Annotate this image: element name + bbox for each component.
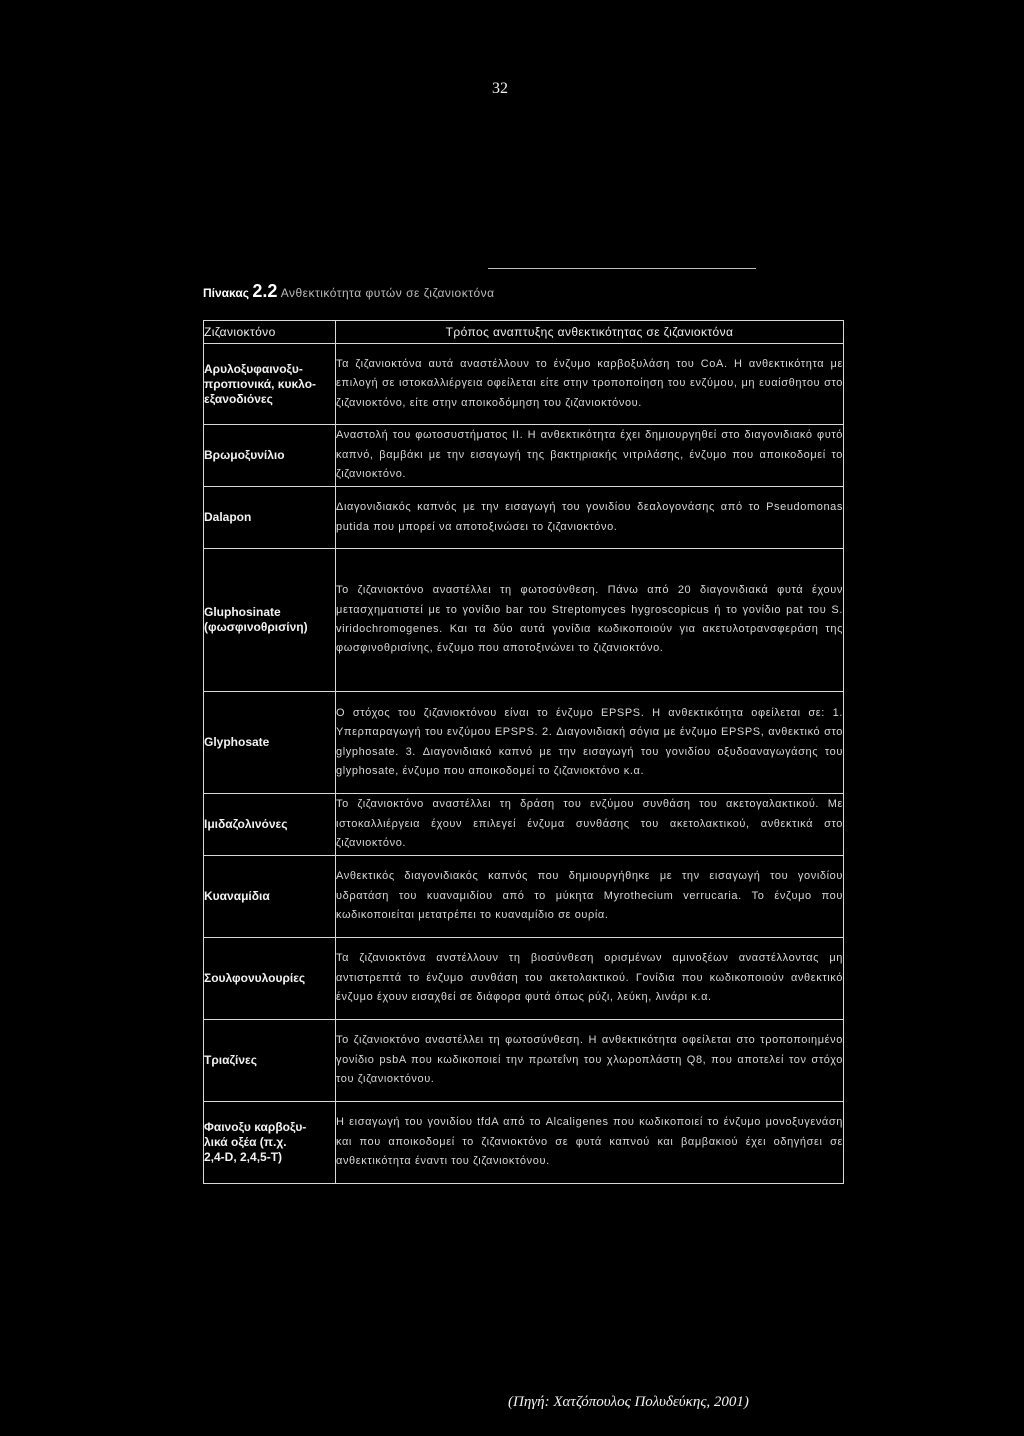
- resistance-description: Ανθεκτικός διαγονιδιακός καπνός που δημιουργήθηκε με την εισαγωγή του γονιδίου υδρατάση του κυαναμιδίου από το μύκητα Myrothecium verrucaria. Το ένζυμο που κωδικοποιείται μετατρέπει το κυαναμίδιο σε ουρία.: [336, 856, 844, 938]
- resistance-description: Η εισαγωγή του γονιδίου tfdA από το Alcaligenes που κωδικοποιεί το ένζυμο μονοξυγενάση και που αποικοδομεί το ζιζανιοκτόνο σε φυτά καπνού και βαμβακιού έχει οδηγήσει σε ανθεκτικότητα έναντι του ζιζανιοκτόνου.: [336, 1102, 844, 1184]
- table-caption: [203, 281, 823, 302]
- herbicide-name: Ιμιδαζολινόνες: [204, 794, 336, 856]
- herbicide-name: Αρυλοξυφαινοξυ- προπιονικά, κυκλο- εξανοδιόνες: [204, 344, 336, 425]
- header-herbicide: Ζιζανιοκτόνο: [204, 321, 336, 344]
- table-header-row: [204, 321, 844, 344]
- resistance-description: Το ζιζανιοκτόνο αναστέλλει τη φωτοσύνθεση. Πάνω από 20 διαγονιδιακά φυτά έχουν μετασχηματιστεί με το γονίδιο bar του Streptomyces hygroscopicus ή το γονίδιο pat του S. viridochromogenes. Και τα δύο αυτά γονίδια κωδικοποιούν για ακετυλοτρανσφεράση της φωσφινοθρισίνης, ένζυμο που αποτοξινώνει το ζιζανιοκτόνο.: [336, 549, 844, 692]
- table-row: [204, 938, 844, 1020]
- table-row: [204, 344, 844, 425]
- caption-number: 2.2: [252, 281, 278, 301]
- resistance-description: Ο στόχος του ζιζανιοκτόνου είναι το ένζυμο EPSPS. Η ανθεκτικότητα οφείλεται σε: 1. Υπερπαραγωγή του ενζύμου EPSPS. 2. Διαγονιδιακή σόγια με ένζυμο EPSPS, ανθεκτικό στο glyphosate. 3. Διαγονιδιακό καπνό με την εισαγωγή του γονιδίου οξυδοαναγωγάσης του glyphosate, ένζυμο που αποικοδομεί το ζιζανιοκτόνο κ.α.: [336, 692, 844, 794]
- table-row: [204, 856, 844, 938]
- table-row: [204, 794, 844, 856]
- resistance-description: Τα ζιζανιοκτόνα ανστέλλουν τη βιοσύνθεση ορισμένων αμινοξέων αναστέλλοντας μη αντιστρεπτά το ένζυμο συνθάση του ακετολακτικού. Γονίδια που κωδικοποιούν ανθεκτικό ένζυμο έχουν εισαχθεί σε διάφορα φυτά όπως ρύζι, λεύκη, λινάρι κ.α.: [336, 938, 844, 1020]
- table-row: [204, 425, 844, 487]
- table-row: [204, 1102, 844, 1184]
- herbicide-name: Τριαζίνες: [204, 1020, 336, 1102]
- herbicide-name: Φαινοξυ καρβοξυ- λικά οξέα (π.χ. 2,4-D, 2,4,5-T): [204, 1102, 336, 1184]
- table-row: [204, 692, 844, 794]
- table-row: [204, 487, 844, 549]
- caption-label: Πίνακας: [203, 286, 249, 300]
- table-row: [204, 1020, 844, 1102]
- header-rule: [488, 268, 756, 269]
- resistance-description: Τα ζιζανιοκτόνα αυτά αναστέλλουν το ένζυμο καρβοξυλάση του CoA. Η ανθεκτικότητα με επιλογή σε ιστοκαλλιέργεια οφείλεται είτε στην τροποποίηση του ενζύμου, μη ευαίσθητου στο ζιζανιοκτόνο, είτε στην αποικοδόμηση του ζιζανιοκτόνου.: [336, 344, 844, 425]
- herbicide-name: Βρωμοξυνίλιο: [204, 425, 336, 487]
- table-row: [204, 549, 844, 692]
- source-citation: (Πηγή: Χατζόπουλος Πολυδεύκης, 2001): [508, 1394, 749, 1410]
- caption-text: Ανθεκτικότητα φυτών σε ζιζανιοκτόνα: [280, 286, 495, 300]
- resistance-description: Το ζιζανιοκτόνο αναστέλλει τη φωτοσύνθεση. Η ανθεκτικότητα οφείλεται στο τροποποιημένο γονίδιο psbA που κωδικοποιεί την πρωτεΐνη του χλωροπλάστη Q8, που αποτελεί τον στόχο του ζιζανιοκτόνου.: [336, 1020, 844, 1102]
- herbicide-name: Σουλφονυλουρίες: [204, 938, 336, 1020]
- resistance-description: Το ζιζανιοκτόνο αναστέλλει τη δράση του ενζύμου συνθάση του ακετογαλακτικού. Με ιστοκαλλιέργεια έχουν επιλεγεί ένζυμα συνθάσης του ακετολακτικού, ανθεκτικά στο ζιζανιοκτόνο.: [336, 794, 844, 856]
- resistance-description: Αναστολή του φωτοσυστήματος ΙΙ. Η ανθεκτικότητα έχει δημιουργηθεί στο διαγονιδιακό φυτό καπνό, βαμβάκι με την εισαγωγή της βακτηριακής νιτριλάσης, ένζυμο που αποικοδομεί το ζιζανιοκτόνο.: [336, 425, 844, 487]
- herbicide-name: Κυαναμίδια: [204, 856, 336, 938]
- herbicide-name: Dalapon: [204, 487, 336, 549]
- herbicide-resistance-table: [203, 320, 844, 1184]
- header-mode: Τρόπος αναπτυξης ανθεκτικότητας σε ζιζανιοκτόνα: [336, 321, 844, 344]
- herbicide-name: Gluphosinate (φωσφινοθρισίνη): [204, 549, 336, 692]
- herbicide-name: Glyphosate: [204, 692, 336, 794]
- resistance-description: Διαγονιδιακός καπνός με την εισαγωγή του γονιδίου δεαλογονάσης από το Pseudomonas putida που μπορεί να αποτοξινώσει το ζιζανιοκτόνο.: [336, 487, 844, 549]
- page-number: 32: [492, 80, 508, 97]
